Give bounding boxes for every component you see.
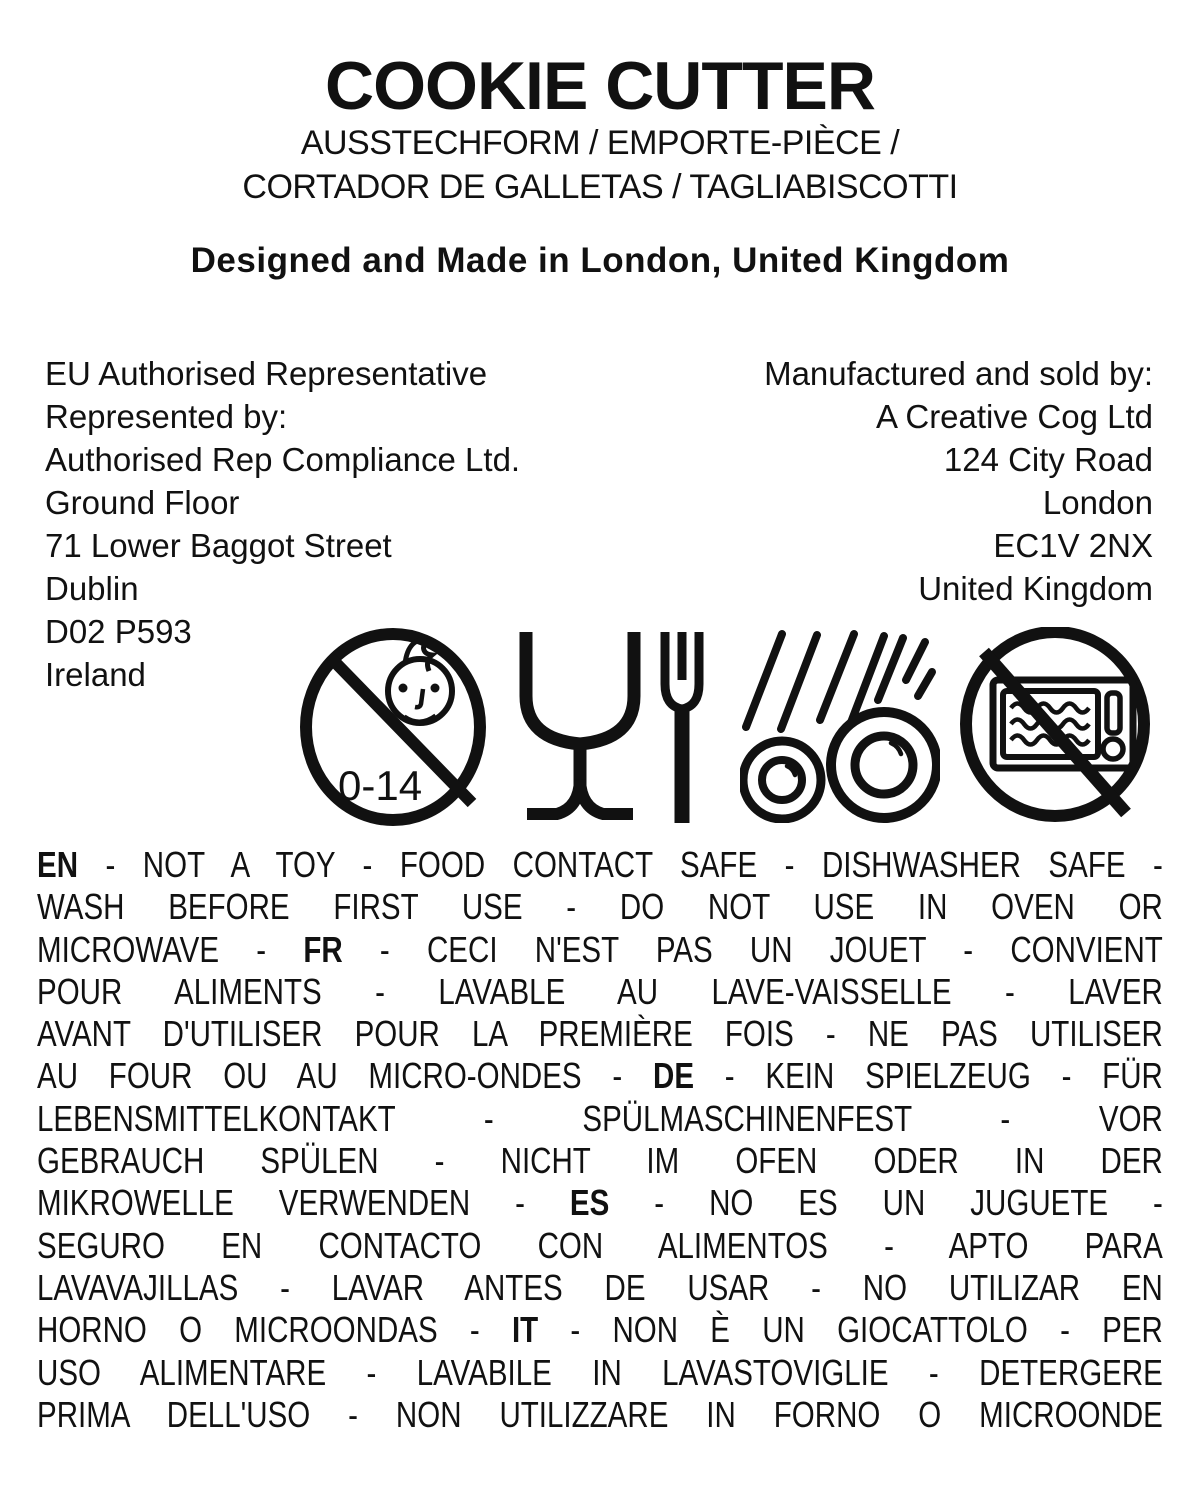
warning-text: SEGURO EN CONTACTO CON ALIMENTOS - APTO PARA [37,1224,1163,1266]
subtitle-line-2: CORTADOR DE GALLETAS / TAGLIABISCOTTI [242,168,958,206]
manufacturer-line: Manufactured and sold by: [764,355,1153,392]
warning-text: WASH BEFORE FIRST USE - DO NOT USE IN OVEN OR [37,886,1163,928]
warnings-line [37,1182,1163,1224]
warning-text: AVANT D'UTILISER POUR LA PREMIÈRE FOIS - NE PAS UTILISER [37,1013,1163,1055]
warning-text: - NO ES UN JUGUETE - [609,1182,1163,1224]
food-contact-safe-icon [517,630,707,825]
origin-statement: Designed and Made in London, United Kingdom [190,241,1010,280]
language-code: ES [569,1182,610,1224]
manufacturer-block [764,352,1153,610]
eu-rep-line: Represented by: [45,398,288,435]
warnings-line [37,1267,1163,1309]
eu-rep-line: Ground Floor [45,484,240,521]
warning-text: LAVAVAJILLAS - LAVAR ANTES DE USAR - NO UTILIZAR EN [37,1266,1163,1308]
subtitle-line-1: AUSSTECHFORM / EMPORTE-PIÈCE / [300,124,900,162]
age-range-label: 0-14 [338,762,423,809]
product-subtitle [0,121,1200,209]
warning-text: - NON È UN GIOCATTOLO - PER [538,1309,1163,1351]
manufacturer-line: A Creative Cog Ltd [876,398,1153,435]
manufacturer-line: 124 City Road [943,441,1153,478]
warnings-line [37,1055,1163,1097]
manufacturer-line: EC1V 2NX [993,527,1153,564]
warning-text: - KEIN SPIELZEUG - FÜR [694,1055,1163,1097]
warning-text: - CECI N'EST PAS UN JOUET - CONVIENT [342,928,1163,970]
eu-rep-line: D02 P593 [45,613,192,650]
warnings-line [37,929,1163,971]
warning-text: LEBENSMITTELKONTAKT - SPÜLMASCHINENFEST - VOR [37,1097,1163,1139]
eu-rep-line: EU Authorised Representative [45,355,488,392]
eu-rep-line: Authorised Rep Compliance Ltd. [45,441,521,478]
warnings-line [37,886,1163,928]
warnings-line [37,1140,1163,1182]
warnings-line [37,1352,1163,1394]
manufacturer-line: United Kingdom [918,570,1153,607]
language-code: FR [303,928,343,970]
warnings-line [37,1394,1163,1436]
warning-text: PRIMA DELL'USO - NON UTILIZZARE IN FORNO O MICROONDE [37,1393,1163,1435]
do-not-microwave-icon [960,627,1150,822]
warning-text: HORNO O MICROONDAS - [37,1309,512,1351]
language-code: EN [37,844,79,885]
no-children-0-14-icon [300,628,487,827]
warnings-line [37,1309,1163,1351]
warnings [37,844,1163,1436]
eu-rep-line: Ireland [45,656,146,693]
warning-text: MICROWAVE - [37,928,304,970]
product-title: COOKIE CUTTER [325,48,875,124]
warning-text: MIKROWELLE VERWENDEN - [37,1182,570,1224]
warnings-line [37,844,1163,886]
language-code: IT [511,1309,539,1351]
dishwasher-safe-icon [740,628,940,823]
language-code: DE [653,1055,695,1097]
warning-text: GEBRAUCH SPÜLEN - NICHT IM OFEN ODER IN DER [37,1140,1163,1182]
warning-text: POUR ALIMENTS - LAVABLE AU LAVE-VAISSELLE - LAVER [37,970,1163,1012]
warnings-line [37,1013,1163,1055]
warning-text: - NOT A TOY - FOOD CONTACT SAFE - DISHWASHER SAFE - [78,844,1163,885]
eu-rep-line: Dublin [45,570,139,607]
warnings-line [37,1098,1163,1140]
warning-text: USO ALIMENTARE - LAVABILE IN LAVASTOVIGLIE - DETERGERE [37,1351,1163,1393]
warnings-line [37,1225,1163,1267]
warnings-line [37,971,1163,1013]
manufacturer-line: London [1042,484,1153,521]
eu-rep-line: 71 Lower Baggot Street [45,527,392,564]
warning-text: AU FOUR OU AU MICRO-ONDES - [37,1055,654,1097]
